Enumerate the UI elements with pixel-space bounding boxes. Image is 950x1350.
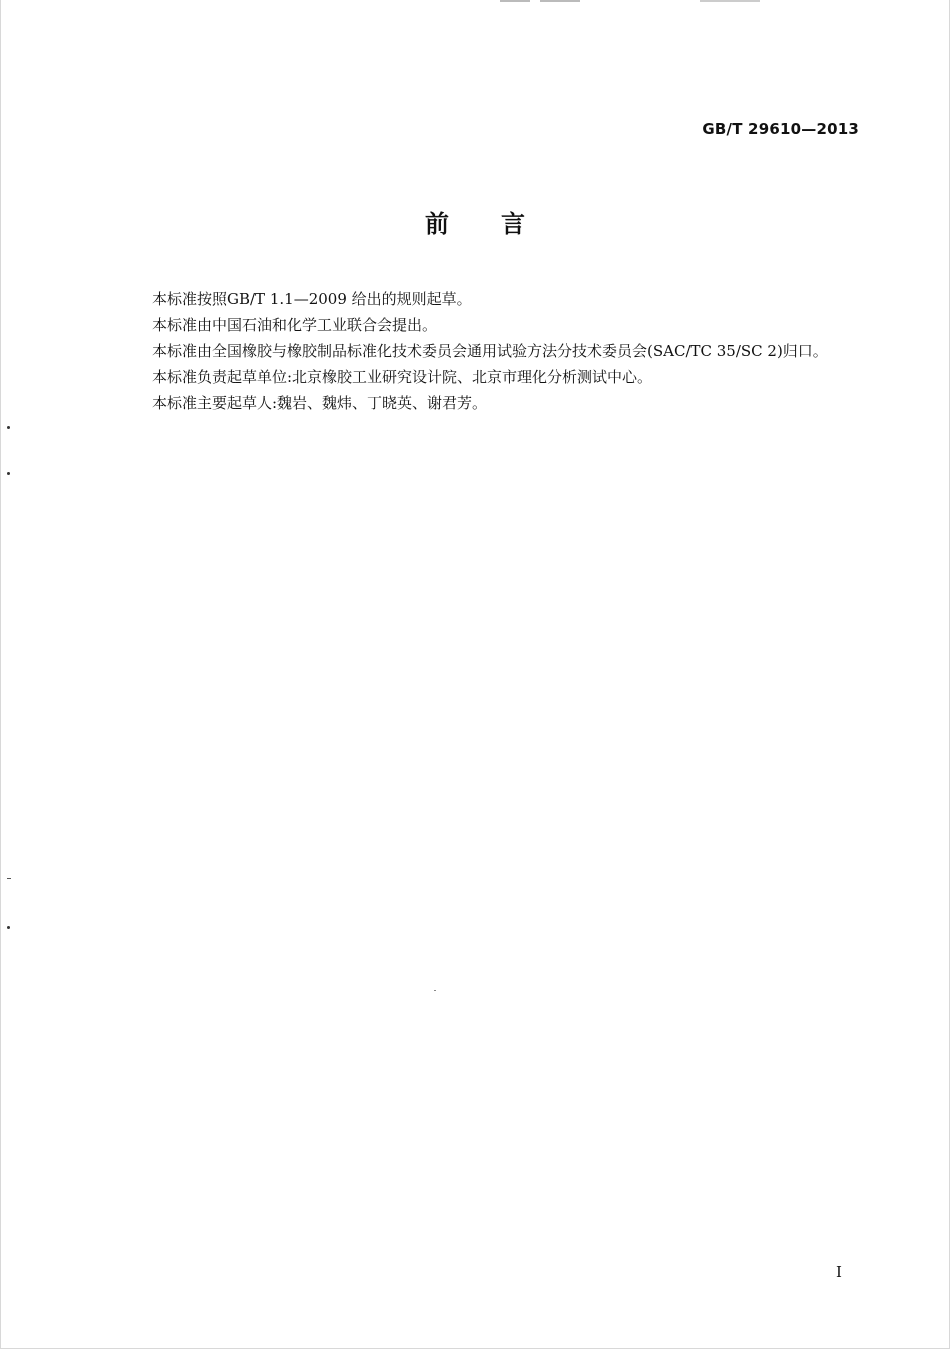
- paragraph-proposed-by: 本标准由中国石油和化学工业联合会提出。: [152, 316, 438, 334]
- page-number: I: [836, 1263, 842, 1281]
- paragraph-drafters: 本标准主要起草人:魏岩、魏炜、丁晓英、谢君芳。: [152, 394, 488, 412]
- paragraph-administered-by: 本标准由全国橡胶与橡胶制品标准化技术委员会通用试验方法分技术委员会(SAC/TC 35/SC 2)归口。: [152, 342, 828, 360]
- scan-mark-dot: [7, 472, 10, 475]
- standard-code: GB/T 29610—2013: [702, 120, 859, 138]
- scan-mark-dot: [7, 426, 10, 429]
- scan-mark-dot: [7, 926, 10, 929]
- scan-mark-dash: [7, 878, 11, 879]
- scan-top-edge: [500, 0, 800, 2]
- paragraph-drafting-rules: 本标准按照GB/T 1.1—2009 给出的规则起草。: [152, 290, 472, 308]
- page-heading: 前言: [425, 210, 577, 238]
- paragraph-drafting-units: 本标准负责起草单位:北京橡胶工业研究设计院、北京市理化分析测试中心。: [152, 368, 653, 386]
- scan-speck: [434, 990, 436, 991]
- foreword-body: [108, 286, 864, 416]
